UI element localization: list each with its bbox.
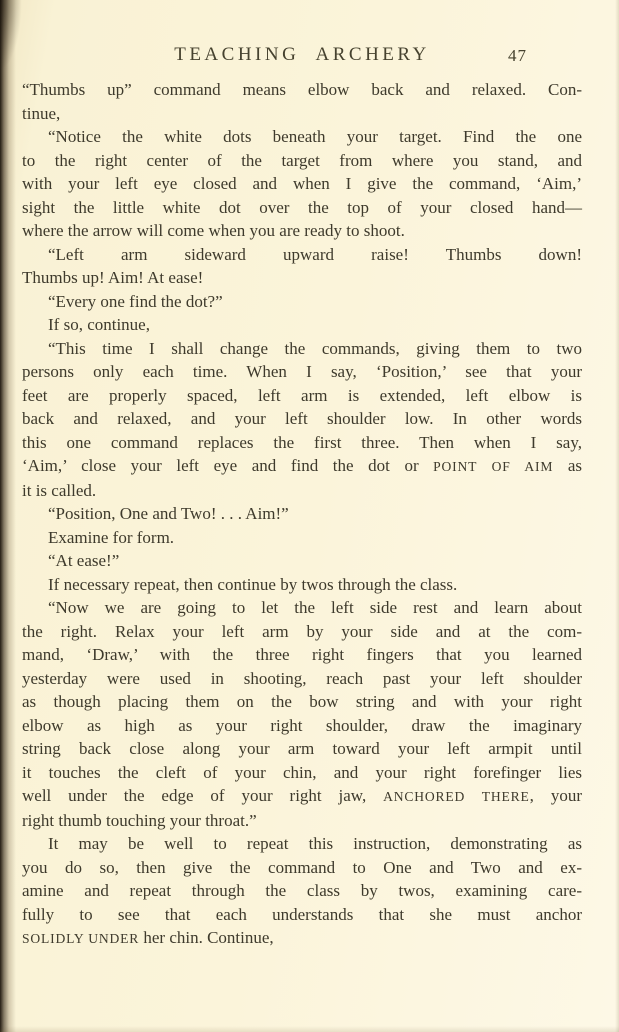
text-line: where the arrow will come when you are ready to shoot. (22, 221, 405, 240)
text-line: “Thumbs up” command means elbow back and relaxed. Con- (22, 80, 582, 99)
text-line: fully to see that each understands that she must anchor (22, 904, 582, 924)
page-body (22, 78, 582, 951)
scan-bottom-edge (0, 1026, 619, 1032)
running-title: TEACHING ARCHERY (174, 44, 430, 65)
paragraph (22, 78, 582, 125)
text-line: string back close along your arm toward your left armpit until (22, 739, 582, 758)
text-line: If necessary repeat, then continue by twos through the class. (48, 574, 458, 594)
text-line: with your left eye closed and when I give the command, ‘Aim,’ (22, 174, 582, 193)
text-line: “Position, One and Two! . . . Aim!” (48, 504, 289, 523)
scan-left-edge (0, 0, 16, 1032)
text-line: mand, ‘Draw,’ with the three right fingers that you learned (22, 645, 582, 664)
page-header (22, 44, 582, 78)
page-number: 47 (508, 46, 527, 65)
text-line: ‘Aim,’ close your left eye and find the dot or POINT OF AIM as (22, 456, 582, 475)
text-line: right thumb touching your throat.” (22, 810, 257, 830)
text-line: “Left arm sideward upward raise! Thumbs down! (48, 244, 582, 264)
text-line: it touches the cleft of your chin, and your right forefinger lies (22, 762, 582, 782)
paragraph (22, 243, 582, 290)
text-line: Examine for form. (48, 527, 175, 547)
text-line: feet are properly spaced, left arm is extended, left elbow is (22, 385, 582, 405)
text-line: “This time I shall change the commands, giving them to two (48, 338, 582, 358)
text-line: Thumbs up! Aim! At ease! (22, 268, 204, 287)
text-line: yesterday were used in shooting, reach past your left shoulder (22, 668, 582, 688)
page-content (22, 44, 582, 951)
paragraph (22, 125, 582, 243)
text-line: SOLIDLY UNDER her chin. Continue, (22, 928, 274, 947)
text-line: back and relaxed, and your left shoulder low. In other words (22, 409, 582, 428)
small-caps-text: POINT OF AIM (433, 459, 554, 474)
text-line: “Notice the white dots beneath your target. Find the one (48, 127, 582, 146)
text-line: as though placing them on the bow string and with your right (22, 692, 582, 711)
text-line: If so, continue, (48, 315, 150, 334)
text-line: the right. Relax your left arm by your side and at the com- (22, 621, 582, 641)
text-line: “Every one find the dot?” (48, 291, 223, 311)
paragraph (22, 832, 582, 951)
paragraph (22, 502, 582, 526)
text-line: persons only each time. When I say, ‘Position,’ see that your (22, 362, 582, 381)
small-caps-text: SOLIDLY UNDER (22, 931, 140, 946)
text-line: to the right center of the target from where you stand, and (22, 150, 582, 170)
paragraph (22, 337, 582, 503)
paragraph (22, 596, 582, 832)
text-line: “Now we are going to let the left side rest and learn about (48, 598, 582, 617)
small-caps-text: ANCHORED THERE (383, 789, 530, 804)
paragraph (22, 573, 582, 597)
scan-right-edge (615, 0, 619, 1032)
text-line: “At ease!” (48, 551, 120, 570)
paragraph (22, 526, 582, 550)
text-line: It may be well to repeat this instruction, demonstrating as (48, 834, 582, 853)
text-line: it is called. (22, 480, 97, 500)
text-line: sight the little white dot over the top of your closed hand— (22, 197, 582, 217)
text-line: you do so, then give the command to One and Two and ex- (22, 857, 582, 877)
paragraph (22, 549, 582, 573)
text-line: this one command replaces the first three. Then when I say, (22, 432, 582, 452)
paragraph (22, 313, 582, 337)
text-line: well under the edge of your right jaw, ANCHORED THERE, your (22, 786, 582, 805)
paragraph (22, 290, 582, 314)
text-line: elbow as high as your right shoulder, draw the imaginary (22, 715, 582, 735)
text-line: amine and repeat through the class by twos, examining care- (22, 881, 582, 900)
text-line: tinue, (22, 103, 61, 123)
